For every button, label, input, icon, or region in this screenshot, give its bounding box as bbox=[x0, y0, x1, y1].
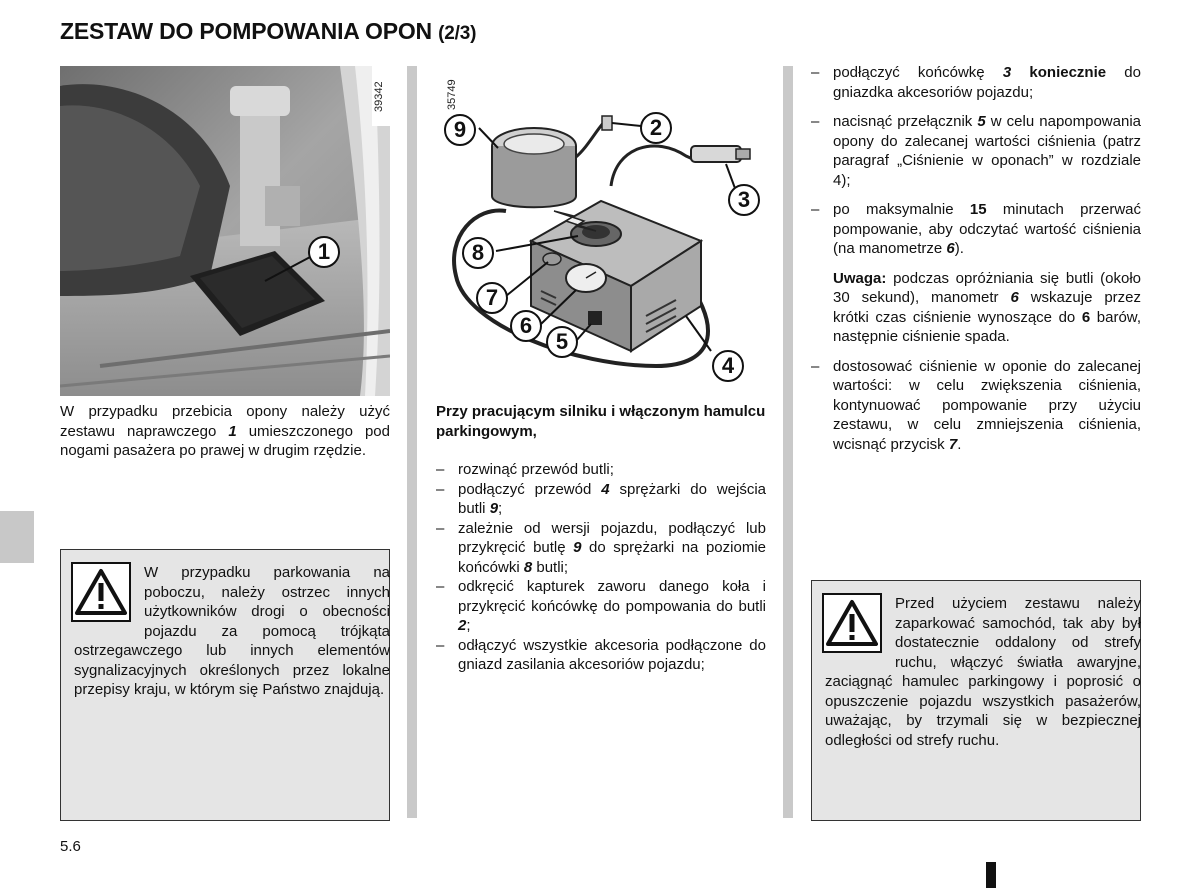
column-divider-1 bbox=[407, 66, 417, 818]
edge-marker bbox=[986, 862, 996, 888]
list-item bbox=[811, 63, 1141, 102]
list-item bbox=[811, 200, 1141, 259]
figure-code-middle: 35749 bbox=[446, 79, 458, 110]
intro-ref: 1 bbox=[228, 422, 237, 440]
note-paragraph bbox=[811, 269, 1141, 347]
figure-callout-6: 6 bbox=[510, 310, 542, 342]
compressor-figure bbox=[436, 66, 766, 396]
warning-text-left bbox=[61, 563, 390, 700]
intro-text-1: W przypadku przebicia opony należy użyć zestawu naprawczego bbox=[60, 403, 390, 440]
step-text: ; bbox=[466, 617, 471, 634]
step-ref: 4 bbox=[601, 480, 610, 498]
middle-step-list bbox=[436, 460, 766, 675]
warning-box-left bbox=[60, 549, 390, 821]
step-text: sprężarki do wejścia butli bbox=[458, 480, 767, 517]
figure-callout-5: 5 bbox=[546, 326, 578, 358]
middle-column bbox=[436, 402, 766, 675]
list-item bbox=[436, 577, 766, 636]
step-text: zależnie od wersji pojazdu, podłączyć lub przykręcić butlę bbox=[458, 519, 766, 556]
step-bold: koniecznie bbox=[1011, 64, 1107, 81]
middle-heading: Przy pracującym silniku i włączonym hamulcu parkingowym, bbox=[436, 403, 766, 440]
step-text: ; bbox=[498, 500, 503, 517]
figure-callout-8: 8 bbox=[462, 237, 494, 269]
step-text: w celu napompowania opony do zalecanej wartości ciśnienia (patrz paragraf „Ciśnienie w oponach” w rozdziale 4); bbox=[833, 113, 1142, 189]
list-item bbox=[436, 519, 766, 578]
warning-text-right-content: Przed użyciem zestawu należy zaparkować samochód, tak aby był dostatecznie oddalony od strefy ruchu, włączyć światła awaryjne, zaciągnąć hamulec parkingowy i poprosić o opuszczenie pojazdu wszystkich pasażerów, uważając, by trzymali się w bezpiecznej odległości od strefy ruchu. bbox=[825, 595, 1141, 749]
step-text: odłączyć wszystkie akcesoria podłączone do gniazd zasilania akcesoriów pojazdu; bbox=[458, 636, 766, 673]
intro-text-2: umieszczonego pod nogami pasażera po prawej w drugim rzędzie. bbox=[60, 422, 390, 459]
step-ref: 9 bbox=[489, 500, 499, 517]
step-text: . bbox=[957, 435, 962, 453]
step-text: do sprężarki na poziomie końcówki bbox=[458, 539, 766, 576]
step-ref: 5 bbox=[977, 113, 986, 130]
page-title-text: ZESTAW DO POMPOWANIA OPON bbox=[60, 18, 432, 44]
step-text: dostosować ciśnienie w oponie do zalecanej wartości: w celu zwiększenia ciśnienia, kontynuować pompowanie przy użyciu zestawu, w celu zmniejszenia ciśnienia, wcisnąć przycisk bbox=[833, 357, 1141, 453]
warning-box-right bbox=[811, 580, 1141, 821]
step-bold: 15 bbox=[969, 201, 987, 218]
step-text: nacisnąć przełącznik bbox=[833, 113, 978, 130]
note-ref: 6 bbox=[1010, 289, 1019, 306]
step-text: podłączyć końcówkę bbox=[833, 64, 1003, 81]
warning-text-right bbox=[812, 594, 1141, 750]
note-text: barów, następnie ciśnienie spada. bbox=[833, 308, 1141, 345]
figure-callout-1: 1 bbox=[308, 236, 340, 268]
figure-callout-4: 4 bbox=[712, 350, 744, 382]
step-text: rozwinąć przewód butli; bbox=[458, 461, 614, 478]
right-step-list bbox=[811, 63, 1141, 259]
list-item bbox=[436, 460, 766, 480]
right-step-list-2 bbox=[811, 357, 1141, 455]
figure-callout-3: 3 bbox=[728, 184, 760, 216]
step-text: ). bbox=[954, 240, 964, 257]
car-floor-illustration bbox=[60, 66, 390, 396]
figure-code: 39342 bbox=[373, 81, 385, 112]
intro-paragraph bbox=[60, 402, 390, 461]
step-text: minutach przerwać pompowanie, aby odczytać wartość ciśnienia (na manometrze bbox=[833, 201, 1141, 257]
step-text: do gniazdka akcesoriów pojazdu; bbox=[833, 64, 1141, 101]
step-ref: 9 bbox=[573, 539, 582, 556]
list-item bbox=[811, 357, 1141, 455]
step-ref: 3 bbox=[1002, 64, 1012, 81]
step-text: po maksymalnie bbox=[833, 201, 970, 218]
step-ref: 7 bbox=[948, 435, 958, 453]
chapter-tab bbox=[0, 511, 34, 563]
warning-text-left-content: W przypadku parkowania na poboczu, należy ostrzec innych użytkowników drogi o obecności pojazdu za pomocą trójkąta ostrzegawczego lub innych elementów sygnalizacyjnych określonych przez lokalne przepisy kraju, w którym się Państwo znajdują. bbox=[74, 564, 390, 698]
step-ref: 8 bbox=[523, 558, 533, 576]
step-text: odkręcić kapturek zaworu danego koła i przykręcić końcówkę do pompowania do butli bbox=[458, 578, 766, 615]
step-text: butli; bbox=[532, 558, 569, 576]
page-number: 5.6 bbox=[60, 838, 81, 855]
note-text: wskazuje przez krótki czas ciśnienie wynoszące do bbox=[833, 289, 1141, 326]
car-floor-photo bbox=[60, 66, 390, 396]
step-ref: 6 bbox=[946, 240, 955, 257]
compressor-illustration bbox=[436, 66, 766, 396]
column-divider-2 bbox=[783, 66, 793, 818]
list-item bbox=[811, 112, 1141, 190]
right-column bbox=[811, 63, 1141, 454]
list-item bbox=[436, 480, 766, 519]
note-bold: 6 bbox=[1081, 308, 1091, 326]
page-title-part: (2/3) bbox=[438, 23, 477, 44]
step-ref: 2 bbox=[458, 617, 467, 634]
note-text: podczas opróżniania się butli (około 30 sekund), manometr bbox=[833, 269, 1141, 306]
list-item bbox=[436, 636, 766, 675]
figure-callout-9: 9 bbox=[444, 114, 476, 146]
page-title bbox=[60, 18, 476, 45]
step-text: podłączyć przewód bbox=[458, 480, 602, 498]
figure-callout-7: 7 bbox=[476, 282, 508, 314]
figure-callout-2: 2 bbox=[640, 112, 672, 144]
note-label: Uwaga: bbox=[833, 269, 887, 287]
